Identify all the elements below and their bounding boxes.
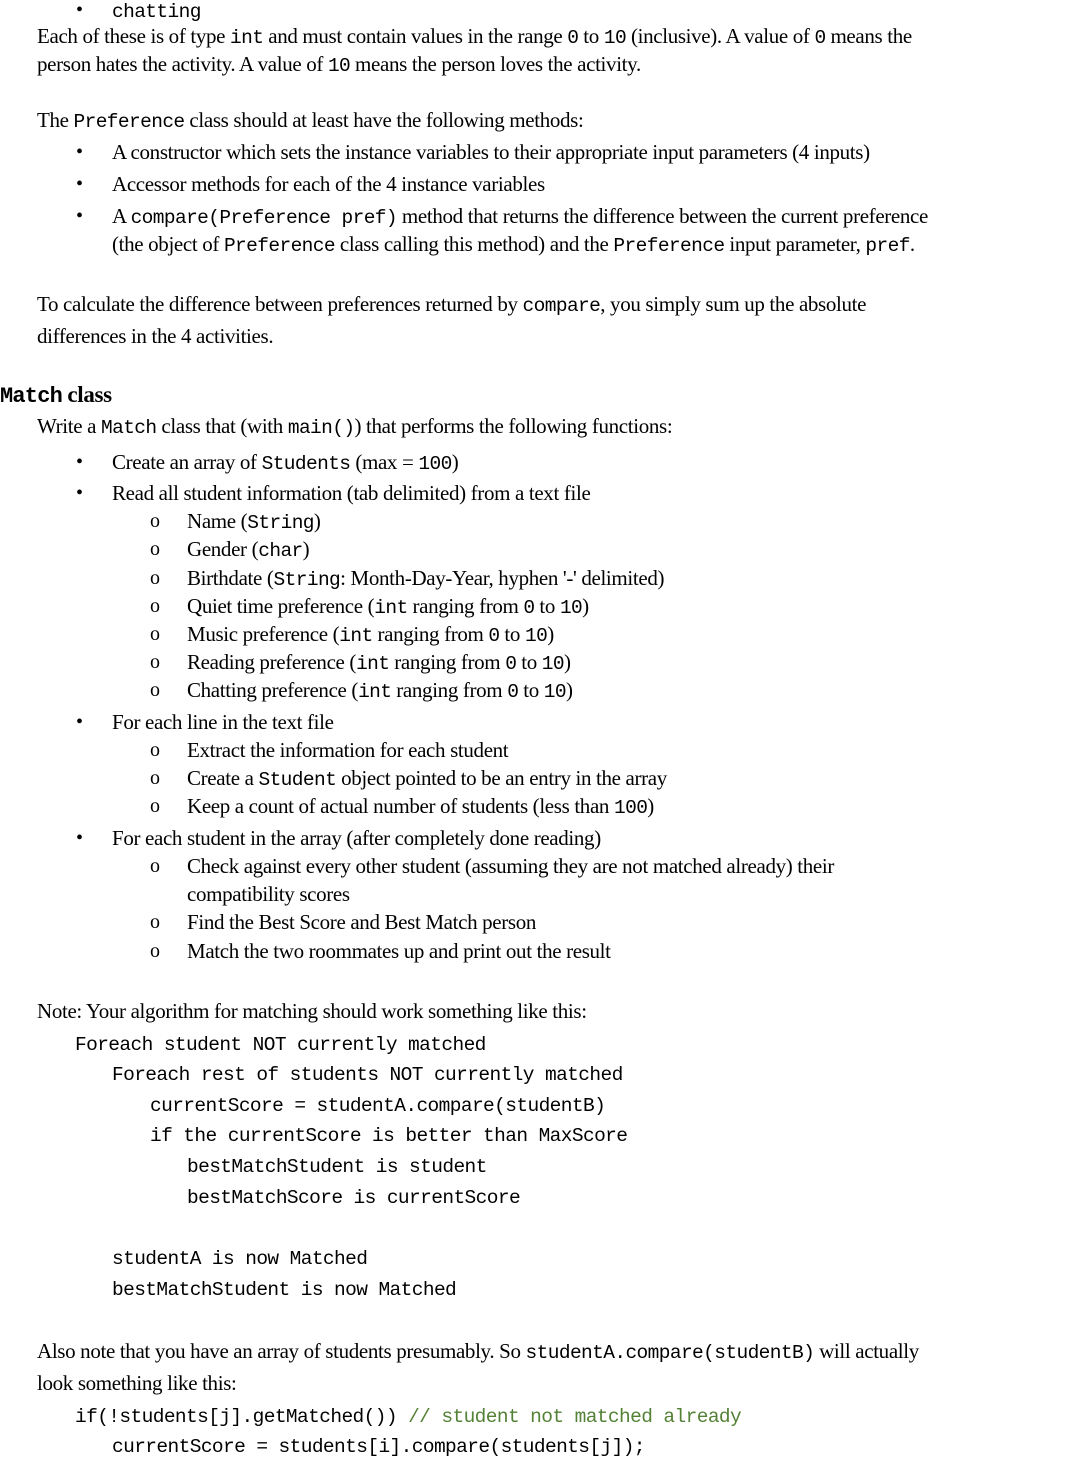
text-segment: Quiet time preference ( [187, 594, 375, 618]
code-line [112, 1243, 367, 1273]
inline-code: 10 [559, 597, 583, 619]
inline-code: 10 [603, 27, 627, 49]
inline-code: compare(Preference pref) [130, 207, 398, 229]
text-segment: class should at least have the following methods: [184, 108, 584, 132]
inline-code: main() [287, 417, 355, 439]
text-line [37, 50, 641, 80]
inline-code: studentA is now Matched [112, 1248, 368, 1270]
text-segment: Name ( [187, 509, 248, 533]
text-segment: input parameter, [724, 232, 866, 256]
text-line [187, 937, 611, 965]
inline-code: 100 [613, 797, 648, 819]
text-line [112, 479, 590, 507]
text-line [112, 170, 545, 198]
text-line [112, 448, 458, 478]
text-line [187, 852, 834, 880]
text-line [112, 230, 915, 260]
code-comment: // student not matched already [408, 1406, 742, 1428]
text-segment: Write a [37, 414, 101, 438]
text-segment: Find the Best Score and Best Match person [187, 910, 537, 934]
text-line [37, 22, 912, 52]
text-segment: class [62, 382, 112, 407]
bullet-icon: • [76, 173, 84, 195]
text-segment: ranging from [372, 622, 489, 646]
text-segment: The [37, 108, 74, 132]
text-segment: object pointed to be an entry in the array [336, 766, 667, 790]
text-segment: Match the two roommates up and print out the result [187, 939, 611, 963]
text-segment: ranging from [407, 594, 524, 618]
inline-code: 0 [567, 27, 579, 49]
bullet-icon: • [76, 141, 84, 163]
inline-code: bestMatchStudent is now Matched [112, 1279, 457, 1301]
sub-bullet-icon: o [150, 510, 160, 532]
text-line [187, 792, 654, 822]
inline-code: pref [865, 235, 910, 257]
text-segment: to [534, 594, 560, 618]
text-line [112, 138, 870, 166]
inline-code: 0 [507, 681, 519, 703]
code-line [112, 1274, 456, 1304]
text-segment: (the object of [112, 232, 224, 256]
text-segment: ) [582, 594, 589, 618]
text-line [37, 997, 587, 1025]
text-segment: Reading preference ( [187, 650, 357, 674]
inline-code: bestMatchScore is currentScore [187, 1187, 521, 1209]
inline-code: Match [100, 417, 157, 439]
inline-code: Preference [73, 111, 185, 133]
sub-bullet-icon: o [150, 679, 160, 701]
code-line [75, 1029, 486, 1059]
text-segment: means the person loves the activity. [350, 52, 641, 76]
inline-code: int [356, 653, 390, 675]
inline-code: compare [522, 295, 601, 317]
text-segment: Read all student information (tab delimited) from a text file [112, 481, 591, 505]
text-segment: ) [451, 450, 459, 474]
text-segment: , you simply sum up the absolute [600, 292, 867, 316]
inline-code: chatting [112, 1, 201, 23]
bullet-icon: • [76, 205, 84, 227]
text-line [37, 322, 273, 350]
text-line [112, 202, 928, 232]
bullet-icon: • [76, 827, 84, 849]
text-segment: method that returns the difference between the current preference [397, 204, 928, 228]
section-heading [0, 381, 112, 411]
text-segment: : Month-Day-Year, hyphen '-' delimited) [340, 566, 665, 590]
bullet-icon: • [76, 711, 84, 733]
text-segment: ) [547, 622, 554, 646]
text-segment: Birthdate ( [187, 566, 274, 590]
bullet-icon: • [76, 0, 84, 21]
text-segment: means the [825, 24, 912, 48]
inline-code: Foreach rest of students NOT currently matched [112, 1064, 623, 1086]
text-segment: to [516, 650, 542, 674]
text-segment: A constructor which sets the instance variables to their appropriate input parameters (4 inputs) [112, 140, 870, 164]
inline-code: String [273, 569, 341, 591]
inline-code: int [230, 27, 264, 49]
text-segment: to [578, 24, 604, 48]
inline-code: 0 [505, 653, 517, 675]
sub-bullet-icon: o [150, 538, 160, 560]
inline-code: int [339, 625, 373, 647]
sub-bullet-icon: o [150, 767, 160, 789]
text-segment: person hates the activity. A value of [37, 52, 328, 76]
text-segment: ) that performs the following functions: [354, 414, 673, 438]
inline-code: String [247, 512, 314, 534]
sub-bullet-icon: o [150, 795, 160, 817]
text-segment: Check against every other student (assuming they are not matched already) their [187, 854, 835, 878]
text-line [112, 824, 601, 852]
text-line [187, 592, 589, 622]
sub-bullet-icon: o [150, 623, 160, 645]
text-line [112, 708, 334, 736]
text-segment: to [499, 622, 525, 646]
text-line [37, 106, 583, 136]
text-line [37, 290, 866, 320]
text-segment: ) [313, 509, 321, 533]
text-segment: Each of these is of type [37, 24, 231, 48]
text-segment: ranging from [391, 678, 508, 702]
sub-bullet-icon: o [150, 911, 160, 933]
text-line [37, 1337, 919, 1367]
inline-code: Foreach student NOT currently matched [75, 1034, 486, 1056]
text-segment: (inclusive). A value of [626, 24, 815, 48]
text-segment: Accessor methods for each of the 4 instance variables [112, 172, 545, 196]
inline-code: bestMatchStudent is student [187, 1156, 487, 1178]
text-segment: to [518, 678, 544, 702]
inline-code: int [358, 681, 392, 703]
text-line [187, 908, 536, 936]
text-segment: ) [563, 650, 571, 674]
inline-code: currentScore = students[i].compare(students[j]); [112, 1436, 645, 1458]
text-segment: ) [647, 794, 654, 818]
text-line [187, 676, 573, 706]
sub-bullet-icon: o [150, 940, 160, 962]
inline-code: 0 [488, 625, 500, 647]
text-line [187, 648, 571, 678]
code-line [112, 1059, 623, 1089]
text-line [187, 564, 664, 594]
inline-code: Preference [223, 235, 335, 257]
text-segment: Create a [187, 766, 259, 790]
text-segment: will actually [814, 1339, 919, 1363]
text-segment: ranging from [389, 650, 506, 674]
text-segment: Chatting preference ( [187, 678, 359, 702]
text-segment: Gender ( [187, 537, 259, 561]
text-segment: differences in the 4 activities. [37, 324, 274, 348]
inline-code: if(!students[j].getMatched()) [75, 1406, 409, 1428]
inline-code: currentScore = studentA.compare(studentB) [150, 1095, 606, 1117]
text-segment: compatibility scores [187, 882, 350, 906]
text-segment: Match [0, 384, 63, 409]
text-line [187, 507, 321, 537]
text-segment: (max = [350, 450, 419, 474]
sub-bullet-icon: o [150, 855, 160, 877]
inline-code: Student [258, 769, 337, 791]
inline-code: char [258, 540, 303, 562]
text-segment: To calculate the difference between preferences returned by [37, 292, 523, 316]
text-segment: class calling this method) and the [334, 232, 614, 256]
inline-code: Students [261, 453, 351, 475]
text-segment: A [112, 204, 131, 228]
text-segment: look something like this: [37, 1371, 237, 1395]
text-line [187, 736, 508, 764]
text-segment: For each student in the array (after completely done reading) [112, 826, 601, 850]
text-segment: and must contain values in the range [263, 24, 568, 48]
text-segment: Keep a count of actual number of students (less than [187, 794, 614, 818]
code-line [150, 1090, 605, 1120]
text-line [187, 620, 554, 650]
code-line [187, 1151, 487, 1181]
text-segment: ) [565, 678, 573, 702]
text-segment: ) [302, 537, 310, 561]
text-segment: Music preference ( [187, 622, 340, 646]
text-segment: Also note that you have an array of students presumably. So [37, 1339, 526, 1363]
bullet-icon: • [76, 482, 84, 504]
sub-bullet-icon: o [150, 595, 160, 617]
text-segment: . [909, 232, 915, 256]
inline-code: 0 [814, 27, 826, 49]
text-line [187, 535, 309, 565]
inline-code: int [374, 597, 408, 619]
inline-code: 10 [327, 55, 351, 77]
text-segment: For each line in the text file [112, 710, 334, 734]
bullet-icon: • [76, 451, 84, 473]
text-line [37, 412, 672, 442]
inline-code: 10 [524, 625, 548, 647]
code-line [75, 1401, 741, 1431]
code-line [150, 1120, 627, 1150]
text-line [187, 880, 350, 908]
sub-bullet-icon: o [150, 567, 160, 589]
inline-code: if the currentScore is better than MaxScore [150, 1125, 628, 1147]
text-segment: Extract the information for each student [187, 738, 509, 762]
text-line [37, 1369, 237, 1397]
text-line [187, 764, 667, 794]
inline-code: 0 [523, 597, 535, 619]
code-line [187, 1182, 520, 1212]
sub-bullet-icon: o [150, 651, 160, 673]
inline-code: 10 [541, 653, 564, 675]
inline-code: Preference [613, 235, 725, 257]
text-segment: class that (with [156, 414, 288, 438]
text-segment: Note: Your algorithm for matching should work something like this: [37, 999, 587, 1023]
text-segment: Create an array of [112, 450, 262, 474]
inline-code: 10 [543, 681, 566, 703]
inline-code: 100 [418, 453, 452, 475]
inline-code: studentA.compare(studentB) [525, 1342, 815, 1364]
sub-bullet-icon: o [150, 739, 160, 761]
